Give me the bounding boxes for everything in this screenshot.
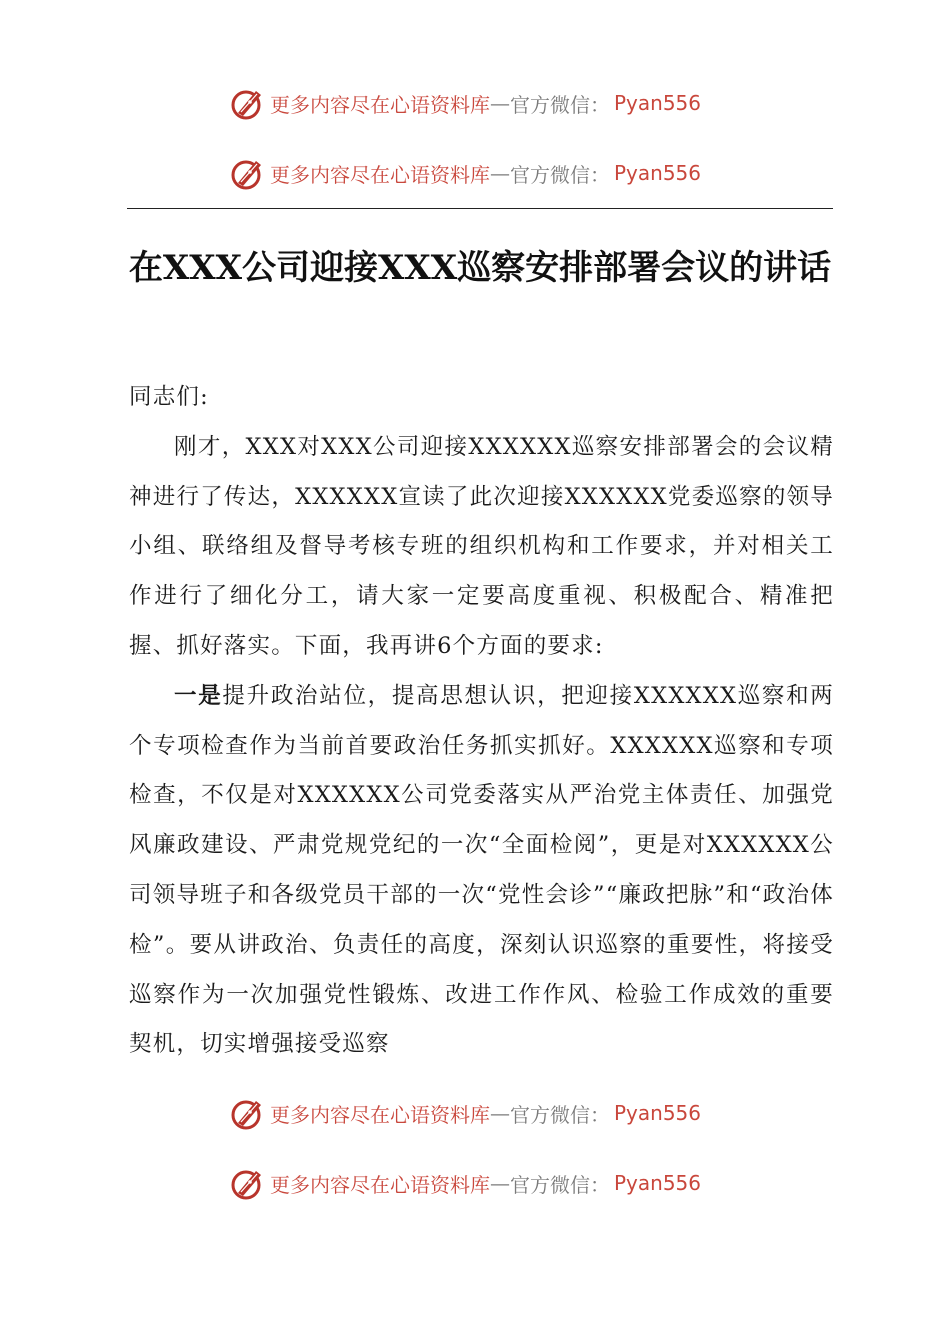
watermark-banner (228, 1163, 748, 1203)
watermark-banner (228, 1093, 748, 1133)
watermark-banner (228, 83, 748, 123)
document-title: 在XXX公司迎接XXX巡察安排部署会议的讲话 (128, 248, 832, 288)
watermark-separator: — (490, 1101, 510, 1125)
pen-nib-logo-icon (228, 83, 268, 123)
watermark-account: Pyan556 (614, 1101, 702, 1125)
watermark-separator: — (490, 161, 510, 185)
paragraph: 刚才，XXX对XXX公司迎接XXXXXX巡察安排部署会的会议精神进行了传达，XXXXXX宣读了此次迎接XXXXXX党委巡察的领导小组、联络组及督导考核专班的组织机构和工作要求，并对相关工作进行了细化分工，请大家一定要高度重视、积极配合、精准把握、抓好落实。下面，我再讲6个方面的要求: (129, 433, 834, 659)
paragraph-lead: 一是 (174, 682, 223, 709)
watermark-account: Pyan556 (614, 1171, 702, 1195)
watermark-gray-text: 官方微信： (510, 92, 610, 117)
watermark-separator: — (490, 1171, 510, 1195)
header-divider (127, 208, 833, 209)
watermark-red-text: 更多内容尽在心语资料库 (270, 162, 490, 187)
pen-nib-logo-icon (228, 1093, 268, 1133)
pen-nib-logo-icon (228, 1163, 268, 1203)
watermark-red-text: 更多内容尽在心语资料库 (270, 92, 490, 117)
watermark-gray-text: 官方微信： (510, 1102, 610, 1127)
watermark-red-text: 更多内容尽在心语资料库 (270, 1172, 490, 1197)
paragraph-text: 提升政治站位，提高思想认识，把迎接XXXXXX巡察和两个专项检查作为当前首要政治任务抓实抓好。XXXXXX巡察和专项检查，不仅是对XXXXXX公司党委落实从严治党主体责任、加强党风廉政建设、严肃党规党纪的一次“全面检阅”，更是对XXXXXX公司领导班子和各级党员干部的一次“党性会诊”“廉政把脉”和“政治体检”。要从讲政治、负责任的高度，深刻认识巡察的重要性，将接受巡察作为一次加强党性锻炼、改进工作作风、检验工作成效的重要契机，切实增强接受巡察 (129, 682, 835, 1058)
watermark-gray-text: 官方微信： (510, 1172, 610, 1197)
document-body (129, 373, 834, 1070)
paragraph (129, 672, 834, 1070)
watermark-red-text: 更多内容尽在心语资料库 (270, 1102, 490, 1127)
salutation: 同志们: (129, 384, 209, 410)
watermark-account: Pyan556 (614, 161, 702, 185)
watermark-account: Pyan556 (614, 91, 702, 115)
watermark-separator: — (490, 91, 510, 115)
pen-nib-logo-icon (228, 153, 268, 193)
watermark-banner (228, 153, 748, 193)
watermark-gray-text: 官方微信： (510, 162, 610, 187)
